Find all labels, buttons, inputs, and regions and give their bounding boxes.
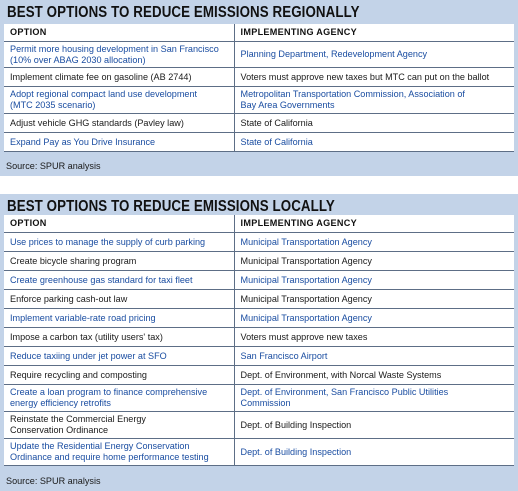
table-row [4,42,514,68]
regional-table-body [4,42,514,152]
option-cell [4,412,234,439]
table-row [4,233,514,252]
local-panel-title: BEST OPTIONS TO REDUCE EMISSIONS LOCALLY [7,198,335,215]
agency-cell [234,114,514,133]
table-row [4,366,514,385]
table-row [4,133,514,152]
option-cell [4,290,234,309]
agency-cell-line: State of California [240,136,313,147]
agency-cell-line: Municipal Transportation Agency [240,236,372,247]
agency-cell-line: Municipal Transportation Agency [240,293,372,304]
table-row [4,114,514,133]
table-row [4,347,514,366]
regional-options-table [4,24,514,152]
option-cell-line: Reduce taxiing under jet power at SFO [10,350,167,361]
option-cell [4,309,234,328]
option-cell [4,385,234,412]
option-cell-line: Enforce parking cash-out law [10,293,128,304]
agency-cell-line: Commission [240,398,291,408]
agency-cell [234,133,514,152]
table-header-row [4,215,514,233]
option-cell-line: Impose a carbon tax (utility users' tax) [10,331,163,342]
option-cell [4,328,234,347]
local-table-body [4,233,514,466]
agency-cell [234,366,514,385]
local-options-table [4,215,514,466]
table-row [4,290,514,309]
option-cell-line: Update the Residential Energy Conservation [10,441,190,451]
option-cell-line: Implement climate fee on gasoline (AB 2744) [10,71,192,82]
table-row [4,328,514,347]
option-cell-line: Ordinance and require home performance testing [10,452,209,462]
option-cell [4,347,234,366]
option-cell-line: Adopt regional compact land use development [10,89,198,99]
agency-cell [234,290,514,309]
agency-cell [234,233,514,252]
option-cell-line: Reinstate the Commercial Energy [10,414,146,424]
agency-cell [234,42,514,68]
table-row [4,439,514,466]
option-cell [4,271,234,290]
option-cell-line: Create bicycle sharing program [10,255,137,266]
agency-cell-line: Dept. of Environment, with Norcal Waste Systems [240,369,442,380]
agency-cell [234,385,514,412]
table-row [4,271,514,290]
table-row [4,68,514,87]
option-cell-line: (10% over ABAG 2030 allocation) [10,54,146,65]
agency-cell [234,87,514,114]
option-cell-line: Create greenhouse gas standard for taxi fleet [10,274,193,285]
option-cell-line: Require recycling and composting [10,369,147,380]
option-cell-line: Adjust vehicle GHG standards (Pavley law) [10,117,184,128]
option-cell [4,439,234,466]
option-cell [4,366,234,385]
option-cell-line: (MTC 2035 scenario) [10,100,96,110]
table-row [4,385,514,412]
agency-cell-line: Planning Department, Redevelopment Agency [240,49,428,59]
option-cell-line: Create a loan program to finance comprehensive [10,387,208,397]
agency-cell-line: Metropolitan Transportation Commission, Association of [240,89,465,99]
option-column-header: OPTION [4,215,234,233]
agency-cell [234,412,514,439]
agency-cell-line: Voters must approve new taxes but MTC can put on the ballot [240,71,490,82]
agency-cell-line: Municipal Transportation Agency [240,312,372,323]
agency-cell [234,347,514,366]
option-cell-line: energy efficiency retrofits [10,398,111,408]
option-cell [4,87,234,114]
table-row [4,309,514,328]
agency-column-header: IMPLEMENTING AGENCY [234,215,514,233]
agency-cell-line: Dept. of Building Inspection [240,446,352,457]
agency-column-header: IMPLEMENTING AGENCY [234,24,514,42]
option-cell-line: Expand Pay as You Drive Insurance [10,136,156,147]
agency-cell [234,439,514,466]
agency-cell-line: Municipal Transportation Agency [240,255,372,266]
agency-cell [234,328,514,347]
table-row [4,412,514,439]
agency-cell-line: Dept. of Building Inspection [240,419,352,430]
agency-cell-line: Municipal Transportation Agency [240,274,372,285]
local-options-panel [0,194,518,491]
table-row [4,87,514,114]
agency-cell [234,309,514,328]
option-cell-line: Permit more housing development in San Francisco [10,43,219,54]
table-header-row [4,24,514,42]
option-column-header: OPTION [4,24,234,42]
agency-cell-line: State of California [240,117,313,128]
table-row [4,252,514,271]
agency-cell [234,68,514,87]
option-cell [4,114,234,133]
option-cell [4,68,234,87]
option-cell-line: Implement variable-rate road pricing [10,312,156,323]
agency-cell-line: Voters must approve new taxes [240,331,368,342]
regional-panel-title: BEST OPTIONS TO REDUCE EMISSIONS REGIONALLY [7,4,360,21]
option-cell [4,133,234,152]
agency-cell [234,252,514,271]
agency-cell-line: Bay Area Governments [240,100,335,110]
option-cell [4,252,234,271]
option-cell [4,42,234,68]
agency-cell-line: San Francisco Airport [240,350,328,361]
agency-cell [234,271,514,290]
option-cell-line: Conservation Ordinance [10,425,109,435]
regional-options-panel [0,0,518,176]
local-source-note: Source: SPUR analysis [6,476,101,486]
regional-source-note: Source: SPUR analysis [6,161,101,171]
agency-cell-line: Dept. of Environment, San Francisco Public Utilities [240,387,449,397]
option-cell-line: Use prices to manage the supply of curb parking [10,236,206,247]
option-cell [4,233,234,252]
